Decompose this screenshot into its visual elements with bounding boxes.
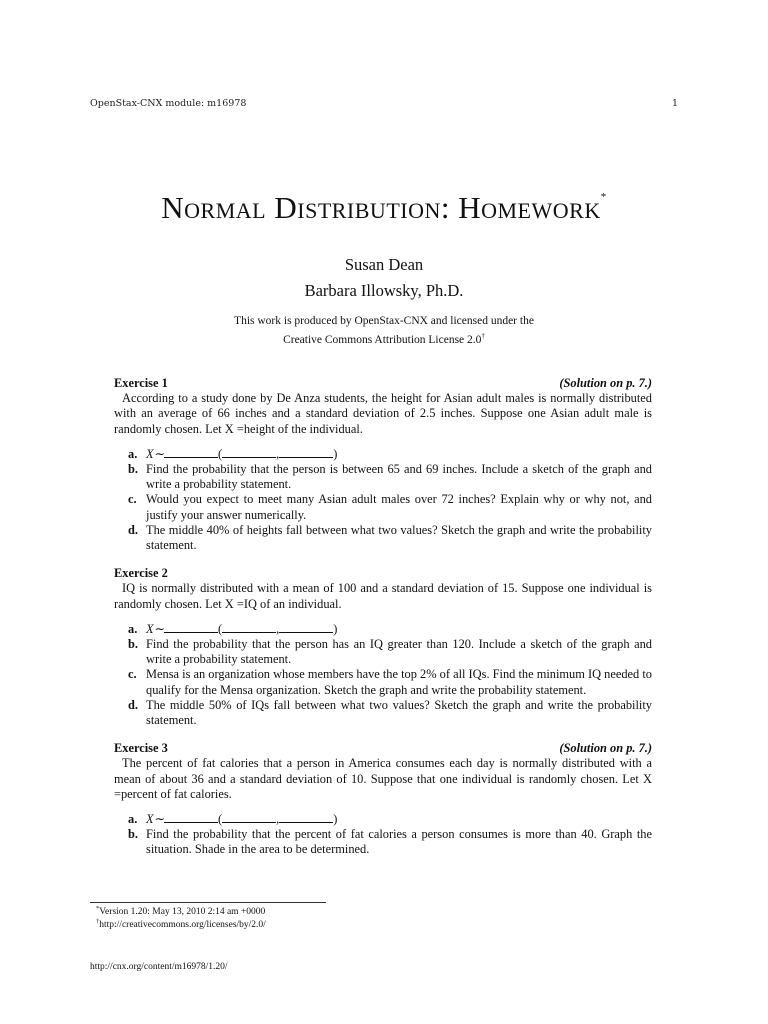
exercise-heading: Exercise 2 — [114, 566, 168, 581]
license-footnote-mark: † — [481, 332, 485, 340]
x-dist: X∼ — [146, 446, 164, 461]
title-text: Normal Distribution: Homework — [161, 190, 601, 225]
footnote-link[interactable]: http://creativecommons.org/licenses/by/2.0/ — [99, 920, 266, 931]
footnote-1: *Version 1.20: May 13, 2010 2:14 am +0000 — [96, 905, 266, 918]
module-header: OpenStax-CNX module: m16978 — [90, 98, 247, 109]
exercise-text: According to a study done by De Anza students, the height for Asian adult males is normally distributed with an average of 66 inches and a standard deviation of 2.5 inches. Suppose one Asian adult male is randomly chosen. Let X =height of the individual. — [114, 391, 652, 436]
exercise-header — [114, 376, 652, 391]
exercise-2 — [114, 566, 652, 728]
footnote-2: †http://creativecommons.org/licenses/by/2.0/ — [96, 918, 266, 931]
item-c: c. Mensa is an organization whose members have the top 2% of all IQs. Find the minimum IQ needed to qualify for the Mensa organization. Sketch the graph and write the probability statement. — [128, 667, 652, 697]
exercise-header — [114, 741, 652, 756]
exercise-3 — [114, 741, 652, 857]
x-dist: X∼ — [146, 812, 164, 827]
solution-link[interactable]: (Solution on p. 7.) — [559, 741, 652, 756]
page-title — [0, 190, 768, 226]
exercise-header — [114, 566, 652, 581]
exercise-1 — [114, 376, 652, 553]
solution-link[interactable]: (Solution on p. 7.) — [559, 376, 652, 390]
footnote-rule — [90, 902, 326, 903]
blank — [164, 814, 218, 823]
author-2: Barbara Illowsky, Ph.D. — [304, 281, 464, 300]
blank — [222, 449, 276, 458]
blank — [279, 814, 333, 823]
item-d: d. The middle 40% of heights fall between what two values? Sketch the graph and write the probability statement. — [128, 522, 652, 553]
item-d: d. The middle 50% of IQs fall between what two values? Sketch the graph and write the probability statement. — [128, 697, 652, 728]
item-a: a. X∼ ( , ) — [128, 621, 338, 636]
footer-url[interactable]: http://cnx.org/content/m16978/1.20/ — [90, 962, 228, 972]
author-1: Susan Dean — [344, 255, 424, 274]
blank — [279, 624, 333, 633]
page-number: 1 — [671, 98, 678, 109]
license-link-text[interactable]: Creative Commons Attribution License 2.0 — [283, 333, 482, 346]
exercises — [114, 376, 652, 871]
exercise-heading: Exercise 3 — [114, 741, 168, 756]
blank — [164, 624, 218, 633]
blank — [279, 449, 333, 458]
blank — [164, 449, 218, 458]
blank — [222, 624, 276, 633]
exercise-text: The percent of fat calories that a person in America consumes each day is normally distributed with a mean of about 36 and a standard deviation of 10. Suppose that one individual is randomly chosen. Let X =percent of fat calories. — [114, 756, 652, 801]
item-a: a. X∼ ( , ) — [128, 812, 338, 827]
title-footnote-mark: * — [600, 191, 607, 203]
item-a: a. X∼ ( , ) — [128, 446, 338, 461]
exercise-heading: Exercise 1 — [114, 376, 168, 390]
item-c: c. Would you expect to meet many Asian adult males over 72 inches? Explain why or why not, and justify your answer numerically. — [128, 492, 652, 522]
license-line-1: This work is produced by OpenStax-CNX and licensed under the — [234, 315, 534, 327]
x-dist: X∼ — [146, 621, 164, 636]
item-b: b. Find the probability that the percent of fat calories a person consumes is more than 40. Graph the situation. Shade in the area to be determined. — [128, 827, 652, 857]
item-b: b. Find the probability that the person has an IQ greater than 120. Include a sketch of the graph and write a probability statement. — [128, 637, 652, 667]
blank — [222, 814, 276, 823]
exercise-text: IQ is normally distributed with a mean of 100 and a standard deviation of 15. Suppose one individual is randomly chosen. Let X =IQ of an individual. — [114, 581, 652, 611]
license-line-2 — [0, 329, 768, 348]
item-b: b. Find the probability that the person is between 65 and 69 inches. Include a sketch of the graph and write a probability statement. — [128, 462, 652, 492]
